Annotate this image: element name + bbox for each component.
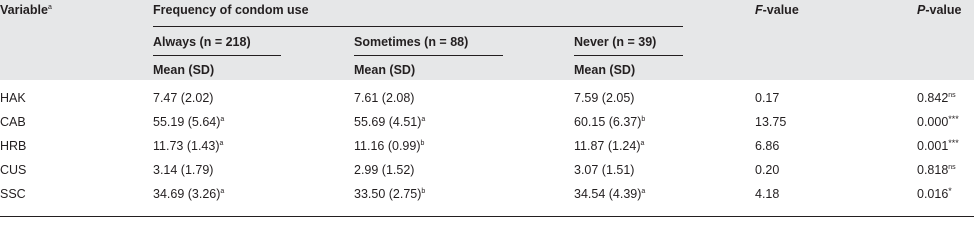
table-bottom-rule <box>0 216 974 217</box>
row-p-value: $0.842^{ns}$ <box>917 91 956 105</box>
frequency-header: Frequency of condom use <box>153 3 309 17</box>
never-mean-sd-header: Mean (SD) <box>574 63 636 77</box>
row-never-value: 60.15 $(6.37)^b$ <box>574 115 646 129</box>
row-never-value: 7.59 (2.05) <box>574 91 635 105</box>
never-underline <box>574 55 683 56</box>
table-header-band <box>0 0 974 80</box>
row-f-value: 6.86 <box>755 139 780 153</box>
row-variable: CUS <box>0 163 27 177</box>
row-p-value: 0.001*** <box>917 138 959 153</box>
group-never-header: Never (n = 39) <box>574 35 657 49</box>
row-sometimes-value: 7.61 (2.08) <box>354 91 415 105</box>
row-p-value: 0.000*** <box>917 114 959 129</box>
row-always-value: 11.73 $(1.43)^a$ <box>153 139 224 153</box>
row-f-value: 0.17 <box>755 91 780 105</box>
row-always-value: 34.69 $(3.26)^a$ <box>153 187 225 201</box>
row-f-value: 0.20 <box>755 163 780 177</box>
row-always-value: 3.14 (1.79) <box>153 163 214 177</box>
row-sometimes-value: 11.16 $(0.99)^b$ <box>354 139 425 153</box>
group-always-header: Always (n = 218) <box>153 35 251 49</box>
row-variable: HRB <box>0 139 27 153</box>
row-always-value: 55.19 $(5.64)^a$ <box>153 115 225 129</box>
row-f-value: 4.18 <box>755 187 780 201</box>
row-variable: HAK <box>0 91 26 105</box>
always-mean-sd-header: Mean (SD) <box>153 63 215 77</box>
row-never-value: 3.07 (1.51) <box>574 163 635 177</box>
always-underline <box>153 55 281 56</box>
row-sometimes-value: 55.69 $(4.51)^a$ <box>354 115 426 129</box>
row-sometimes-value: 2.99 (1.52) <box>354 163 415 177</box>
row-p-value: $0.818^{ns}$ <box>917 163 956 177</box>
pvalue-header: P-value <box>917 3 962 17</box>
row-f-value: 13.75 <box>755 115 787 129</box>
row-variable: SSC <box>0 187 26 201</box>
row-never-value: 34.54 $(4.39)^a$ <box>574 187 646 201</box>
row-never-value: 11.87 $(1.24)^a$ <box>574 139 645 153</box>
frequency-underline <box>153 26 683 27</box>
fvalue-header: F-value <box>755 3 799 17</box>
variable-header: Variable$^a$ <box>0 3 52 17</box>
sometimes-mean-sd-header: Mean (SD) <box>354 63 416 77</box>
row-variable: CAB <box>0 115 26 129</box>
sometimes-underline <box>354 55 503 56</box>
row-sometimes-value: 33.50 $(2.75)^b$ <box>354 187 426 201</box>
group-sometimes-header: Sometimes (n = 88) <box>354 35 469 49</box>
row-always-value: 7.47 (2.02) <box>153 91 214 105</box>
row-p-value: 0.016* <box>917 186 952 201</box>
